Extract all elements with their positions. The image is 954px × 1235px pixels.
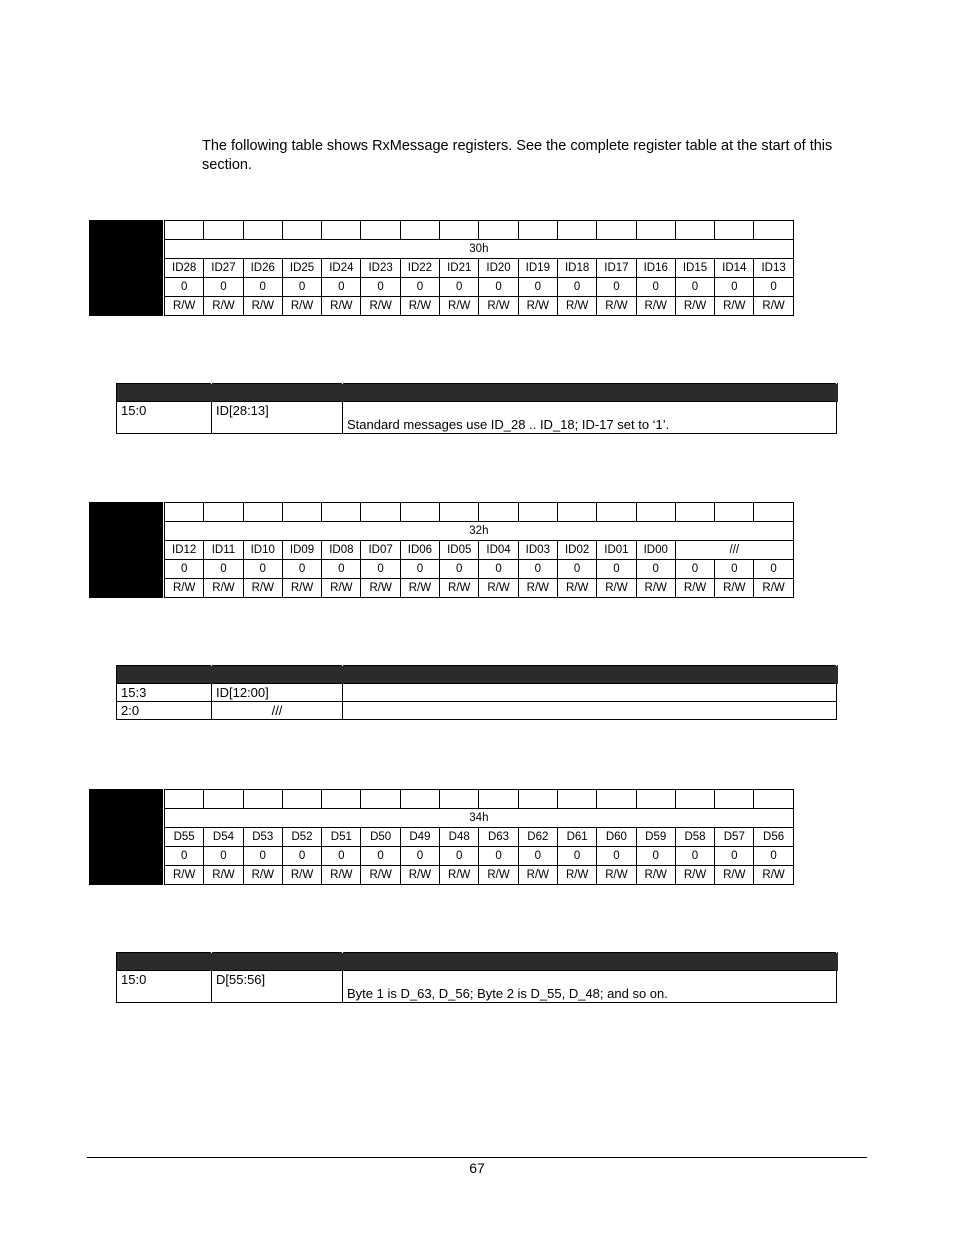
description-row — [117, 684, 837, 702]
field-name: D62 — [518, 828, 557, 847]
default-value: 0 — [479, 847, 518, 866]
field-name-row — [90, 828, 794, 847]
field-name: ID10 — [243, 541, 282, 560]
access-type: R/W — [282, 579, 321, 598]
default-value: 0 — [282, 560, 321, 579]
default-value: 0 — [440, 278, 479, 297]
field-name: D63 — [479, 828, 518, 847]
field-name: D55 — [164, 828, 204, 847]
bit-range: 2:0 — [117, 702, 212, 720]
field-name: ID03 — [518, 541, 557, 560]
field-name: ID18 — [557, 259, 596, 278]
default-value: 0 — [282, 278, 321, 297]
bit-number-row — [90, 503, 794, 522]
default-value: 0 — [636, 278, 675, 297]
default-value: 0 — [636, 847, 675, 866]
description-table-32h — [116, 665, 838, 720]
field-name: ID06 — [400, 541, 439, 560]
access-type: R/W — [440, 297, 479, 316]
access-type: R/W — [636, 579, 675, 598]
access-type: R/W — [636, 866, 675, 885]
description-row — [117, 702, 837, 720]
field-name: D61 — [557, 828, 596, 847]
access-type: R/W — [204, 297, 243, 316]
access-type: R/W — [282, 866, 321, 885]
field-name: ID07 — [361, 541, 400, 560]
field-name: ID09 — [282, 541, 321, 560]
access-type: R/W — [518, 866, 557, 885]
field-name: D59 — [636, 828, 675, 847]
access-type: R/W — [400, 297, 439, 316]
access-type: R/W — [204, 579, 243, 598]
access-type: R/W — [479, 866, 518, 885]
default-value: 0 — [597, 560, 636, 579]
bit-number-row — [90, 790, 794, 809]
access-type: R/W — [675, 297, 714, 316]
default-value: 0 — [400, 847, 439, 866]
default-value: 0 — [715, 847, 754, 866]
field-name: ID24 — [322, 259, 361, 278]
description-header — [117, 384, 837, 402]
access-type: R/W — [282, 297, 321, 316]
access-type: R/W — [204, 866, 243, 885]
default-value: 0 — [282, 847, 321, 866]
access-type: R/W — [400, 866, 439, 885]
field-name: ID22 — [400, 259, 439, 278]
default-value: 0 — [715, 278, 754, 297]
field-name: ID08 — [322, 541, 361, 560]
register-address: 32h — [164, 522, 794, 541]
description-table-30h — [116, 383, 838, 434]
default-value: 0 — [518, 560, 557, 579]
field-name: ID[12:00] — [212, 684, 343, 702]
access-row — [90, 579, 794, 598]
default-value: 0 — [164, 278, 204, 297]
field-name-row — [90, 541, 794, 560]
default-value: 0 — [400, 278, 439, 297]
access-type: R/W — [479, 297, 518, 316]
field-name: ID15 — [675, 259, 714, 278]
field-name: ID14 — [715, 259, 754, 278]
access-type: R/W — [518, 579, 557, 598]
default-value: 0 — [557, 278, 596, 297]
field-description — [343, 702, 837, 720]
access-row — [90, 297, 794, 316]
access-type: R/W — [675, 579, 714, 598]
access-type: R/W — [675, 866, 714, 885]
field-name: ID21 — [440, 259, 479, 278]
description-table-34h — [116, 952, 838, 1003]
description-header — [117, 953, 837, 971]
access-type: R/W — [715, 866, 754, 885]
field-name: D58 — [675, 828, 714, 847]
default-value: 0 — [204, 278, 243, 297]
default-value: 0 — [557, 560, 596, 579]
access-type: R/W — [400, 579, 439, 598]
default-value: 0 — [440, 847, 479, 866]
default-value: 0 — [164, 560, 204, 579]
bit-range: 15:3 — [117, 684, 212, 702]
default-value-row — [90, 560, 794, 579]
field-name: ID13 — [754, 259, 793, 278]
access-type: R/W — [361, 297, 400, 316]
reserved-field: /// — [675, 541, 793, 560]
access-type: R/W — [164, 297, 204, 316]
access-type: R/W — [440, 866, 479, 885]
default-value: 0 — [479, 278, 518, 297]
access-type: R/W — [636, 297, 675, 316]
access-type: R/W — [754, 866, 793, 885]
field-name: ID16 — [636, 259, 675, 278]
field-name: ID05 — [440, 541, 479, 560]
default-value: 0 — [204, 560, 243, 579]
default-value: 0 — [715, 560, 754, 579]
address-row — [90, 809, 794, 828]
field-name: ID20 — [479, 259, 518, 278]
field-name: D51 — [322, 828, 361, 847]
field-name: D57 — [715, 828, 754, 847]
field-name: ID04 — [479, 541, 518, 560]
access-type: R/W — [597, 297, 636, 316]
field-name: D52 — [282, 828, 321, 847]
default-value: 0 — [479, 560, 518, 579]
field-name: ID12 — [164, 541, 204, 560]
page-number: 67 — [469, 1160, 485, 1176]
field-name: ID25 — [282, 259, 321, 278]
description-row — [117, 971, 837, 1003]
default-value: 0 — [754, 847, 793, 866]
field-description — [343, 684, 837, 702]
access-type: R/W — [479, 579, 518, 598]
access-row — [90, 866, 794, 885]
bit-number-row — [90, 221, 794, 240]
default-value: 0 — [361, 560, 400, 579]
default-value: 0 — [243, 278, 282, 297]
default-value: 0 — [164, 847, 204, 866]
default-value-row — [90, 847, 794, 866]
field-name: /// — [212, 702, 343, 720]
default-value-row — [90, 278, 794, 297]
default-value: 0 — [754, 560, 793, 579]
description-header — [117, 666, 837, 684]
field-name: ID27 — [204, 259, 243, 278]
default-value: 0 — [322, 278, 361, 297]
footer-divider — [87, 1157, 867, 1158]
default-value: 0 — [243, 847, 282, 866]
field-name: D53 — [243, 828, 282, 847]
field-name: D49 — [400, 828, 439, 847]
access-type: R/W — [243, 579, 282, 598]
register-table-34h — [89, 789, 794, 885]
field-name: D50 — [361, 828, 400, 847]
field-name: D56 — [754, 828, 793, 847]
access-type: R/W — [243, 297, 282, 316]
field-name: D48 — [440, 828, 479, 847]
field-name: ID00 — [636, 541, 675, 560]
default-value: 0 — [636, 560, 675, 579]
access-type: R/W — [361, 866, 400, 885]
register-table-30h — [89, 220, 794, 316]
intro-paragraph: The following table shows RxMessage registers. See the complete register table at the start of this section. — [202, 138, 833, 173]
access-type: R/W — [164, 579, 204, 598]
default-value: 0 — [361, 847, 400, 866]
access-type: R/W — [322, 579, 361, 598]
field-name-row — [90, 259, 794, 278]
field-name: ID28 — [164, 259, 204, 278]
access-type: R/W — [597, 866, 636, 885]
access-type: R/W — [557, 866, 596, 885]
access-type: R/W — [754, 297, 793, 316]
default-value: 0 — [204, 847, 243, 866]
field-name: D54 — [204, 828, 243, 847]
field-name: ID23 — [361, 259, 400, 278]
access-type: R/W — [243, 866, 282, 885]
default-value: 0 — [557, 847, 596, 866]
field-name: ID02 — [557, 541, 596, 560]
bit-range: 15:0 — [117, 402, 212, 434]
field-name: ID26 — [243, 259, 282, 278]
default-value: 0 — [361, 278, 400, 297]
field-name: D60 — [597, 828, 636, 847]
default-value: 0 — [675, 847, 714, 866]
address-row — [90, 240, 794, 259]
field-name: D[55:56] — [212, 971, 343, 1003]
access-type: R/W — [322, 297, 361, 316]
default-value: 0 — [243, 560, 282, 579]
register-address: 34h — [164, 809, 794, 828]
field-name: ID[28:13] — [212, 402, 343, 434]
default-value: 0 — [518, 278, 557, 297]
address-row — [90, 522, 794, 541]
default-value: 0 — [400, 560, 439, 579]
field-name: ID17 — [597, 259, 636, 278]
default-value: 0 — [597, 847, 636, 866]
access-type: R/W — [715, 297, 754, 316]
register-address: 30h — [164, 240, 794, 259]
access-type: R/W — [557, 297, 596, 316]
field-name: ID11 — [204, 541, 243, 560]
default-value: 0 — [322, 847, 361, 866]
register-table-32h — [89, 502, 794, 598]
default-value: 0 — [597, 278, 636, 297]
default-value: 0 — [518, 847, 557, 866]
description-row — [117, 402, 837, 434]
access-type: R/W — [361, 579, 400, 598]
access-type: R/W — [322, 866, 361, 885]
access-type: R/W — [164, 866, 204, 885]
field-name: ID19 — [518, 259, 557, 278]
default-value: 0 — [440, 560, 479, 579]
access-type: R/W — [754, 579, 793, 598]
access-type: R/W — [557, 579, 596, 598]
field-description: Byte 1 is D_63, D_56; Byte 2 is D_55, D_48; and so on. — [347, 986, 668, 1001]
bit-range: 15:0 — [117, 971, 212, 1003]
field-description: Standard messages use ID_28 .. ID_18; ID-17 set to ‘1’. — [347, 417, 670, 432]
field-name: ID01 — [597, 541, 636, 560]
default-value: 0 — [754, 278, 793, 297]
default-value: 0 — [675, 278, 714, 297]
access-type: R/W — [715, 579, 754, 598]
access-type: R/W — [440, 579, 479, 598]
access-type: R/W — [597, 579, 636, 598]
access-type: R/W — [518, 297, 557, 316]
default-value: 0 — [675, 560, 714, 579]
default-value: 0 — [322, 560, 361, 579]
